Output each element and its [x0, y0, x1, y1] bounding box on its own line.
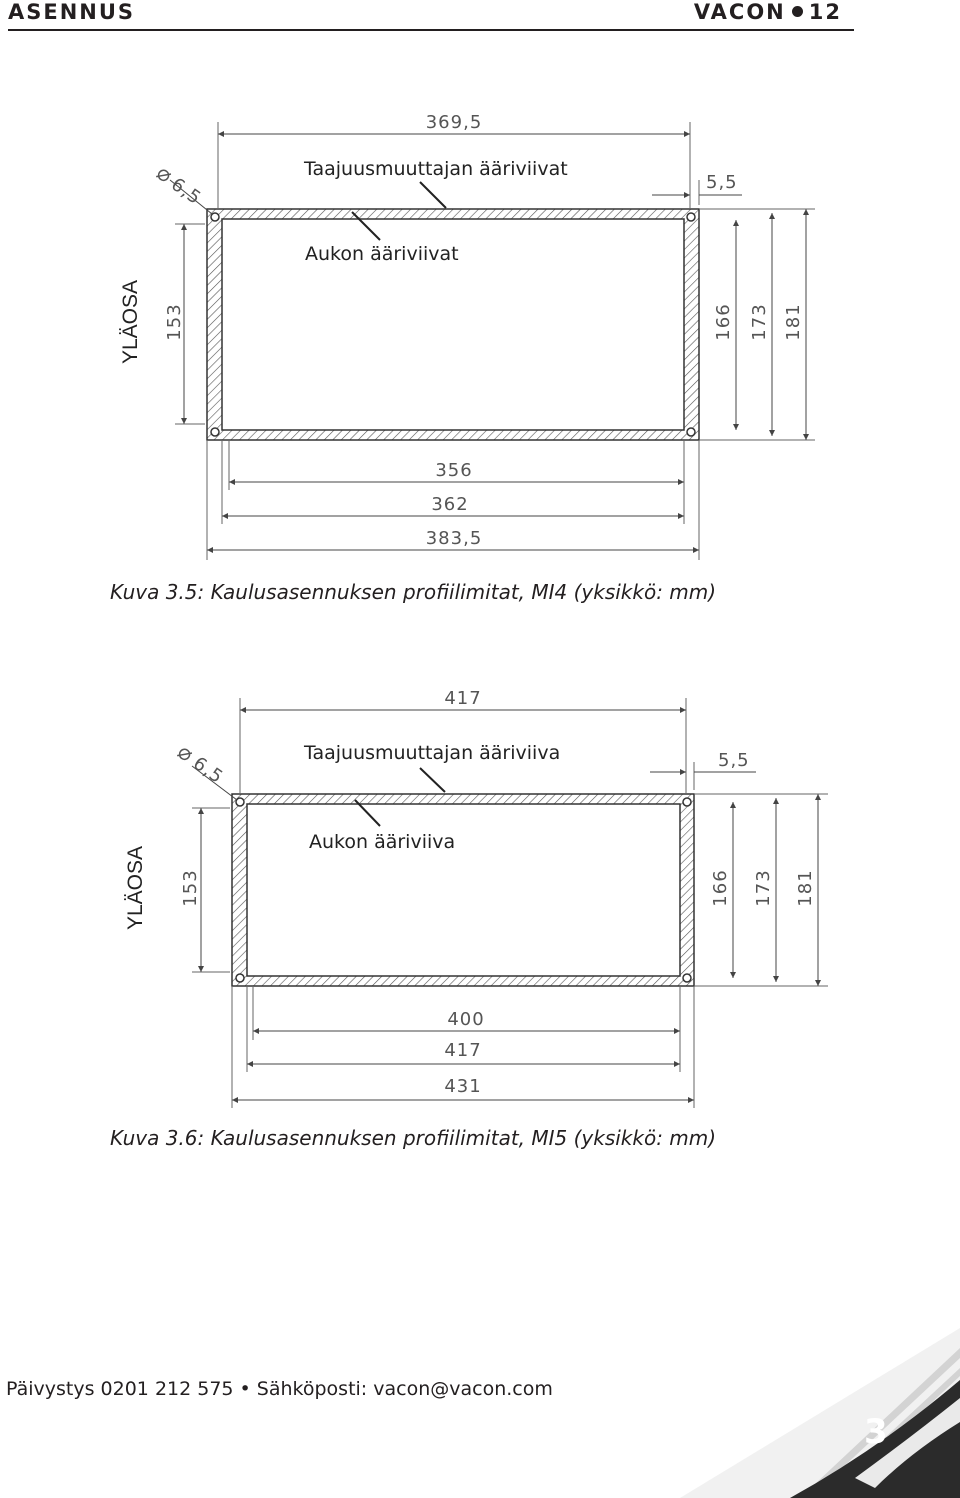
dim-right-height: 166	[710, 869, 731, 907]
figure-mi5-drawing	[0, 680, 960, 1120]
dim-bottom-width: 417	[444, 1040, 482, 1061]
frame-outline	[232, 794, 694, 986]
mount-hole	[211, 428, 219, 436]
dim-hole: 6,5	[167, 173, 206, 210]
dim-right-height: 173	[753, 869, 774, 907]
dim-top: 369,5	[425, 112, 483, 133]
leader-drive-outline	[420, 182, 446, 208]
mount-hole	[236, 974, 244, 982]
mount-hole	[236, 798, 244, 806]
mount-hole	[687, 213, 695, 221]
top-side-label: YLÄOSA	[124, 845, 147, 931]
dim-bottom-width: 400	[447, 1009, 485, 1030]
mount-hole	[683, 974, 691, 982]
drive-outline-label: Taajuusmuuttajan ääriviiva	[304, 742, 561, 764]
section-title: ASENNUS	[8, 0, 136, 24]
page-header	[0, 0, 960, 34]
chapter-number: 3	[864, 1412, 888, 1452]
dim-margin: 5,5	[718, 750, 750, 771]
dim-hole: 6,5	[189, 752, 228, 789]
dim-right-height: 181	[783, 303, 804, 341]
brand-name: VACON	[693, 0, 786, 24]
drive-outline-label: Taajuusmuuttajan ääriviivat	[304, 158, 568, 180]
figure-mi5-caption: Kuva 3.6: Kaulusasennuksen profiilimitat, MI5 (yksikkö: mm)	[110, 1126, 717, 1150]
bullet-icon	[792, 6, 803, 17]
opening-outline-label: Aukon ääriviivat	[305, 243, 459, 265]
top-side-label: YLÄOSA	[119, 279, 142, 365]
dim-right-height: 166	[713, 303, 734, 341]
dim-bottom-width: 383,5	[425, 528, 483, 549]
dim-bottom-width: 362	[431, 494, 469, 515]
page-number: 12	[808, 0, 842, 24]
brand-and-page	[694, 0, 842, 24]
mount-hole	[211, 213, 219, 221]
dim-top: 417	[444, 688, 482, 709]
header-rule	[8, 29, 854, 31]
footer-contact: Päivystys 0201 212 575 • Sähköposti: vacon@vacon.com	[6, 1378, 553, 1400]
dim-bottom-width: 431	[444, 1076, 482, 1097]
hole-diameter-icon: ⌀	[151, 160, 178, 190]
dim-left-height: 153	[164, 303, 185, 341]
opening-outline-label: Aukon ääriviiva	[309, 831, 456, 853]
dim-margin: 5,5	[706, 172, 738, 193]
dim-right-height: 181	[795, 869, 816, 907]
hole-diameter-icon: ⌀	[172, 739, 199, 769]
dim-right-height: 173	[749, 303, 770, 341]
dim-left-height: 153	[180, 869, 201, 907]
mount-hole	[683, 798, 691, 806]
figure-mi4-caption: Kuva 3.5: Kaulusasennuksen profiilimitat, MI4 (yksikkö: mm)	[110, 580, 717, 604]
mount-hole	[687, 428, 695, 436]
dim-bottom-width: 356	[435, 460, 473, 481]
leader-drive-outline	[420, 768, 445, 792]
figure-mi4-drawing	[0, 90, 960, 570]
chapter-corner	[680, 1328, 960, 1498]
